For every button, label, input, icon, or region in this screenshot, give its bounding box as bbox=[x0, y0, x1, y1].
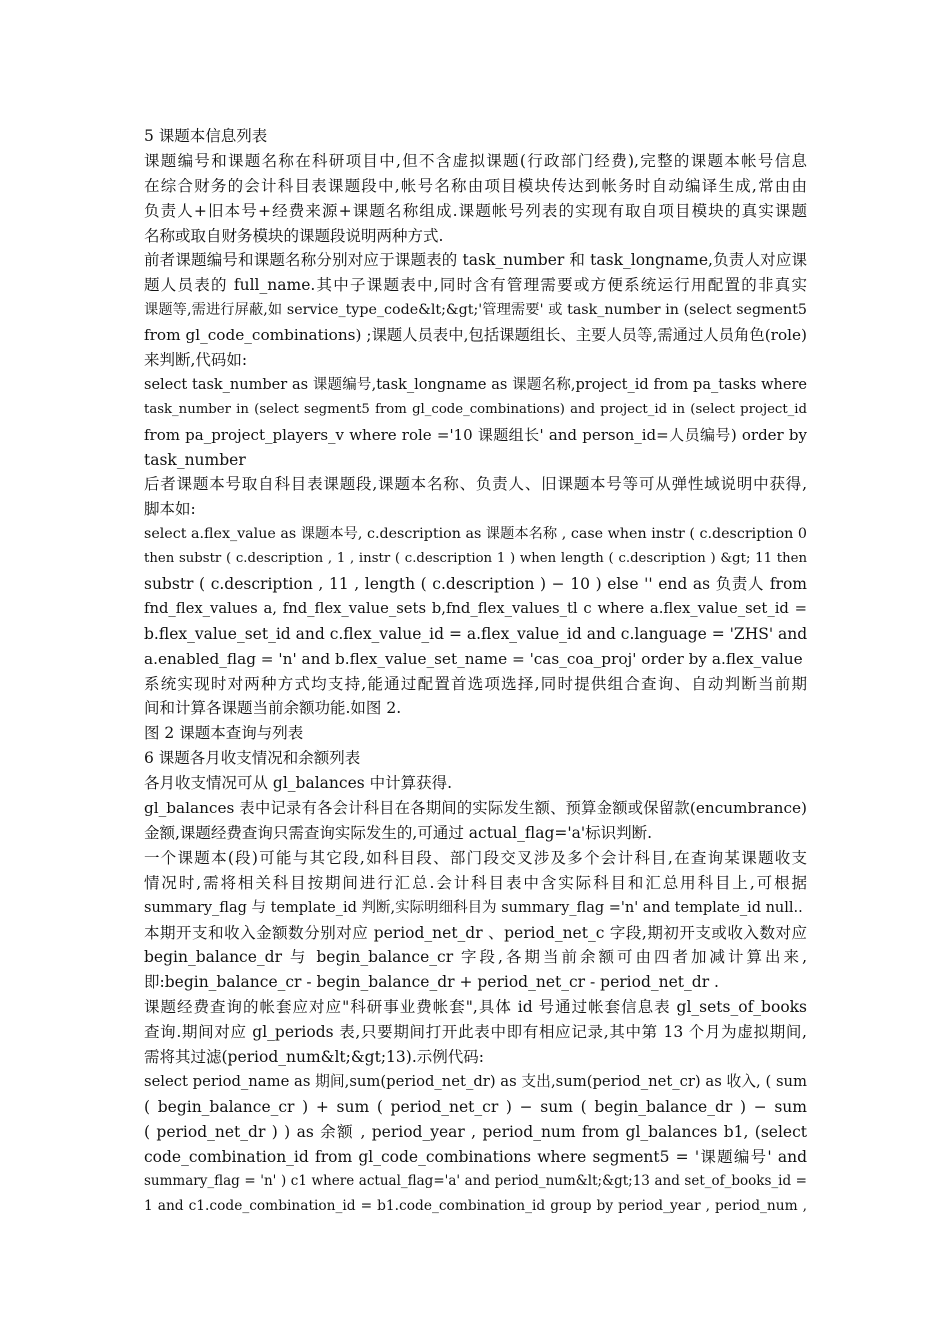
text-line: 在综合财务的会计科目表课题段中,帐号名称由项目模块传达到帐务时自动编译生成,常由由 bbox=[144, 176, 807, 195]
text-line: ( begin_balance_cr ) + sum ( period_net_cr ) − sum ( begin_balance_dr ) − sum bbox=[144, 1097, 807, 1116]
text-line: 5 课题本信息列表 bbox=[144, 127, 268, 145]
text-line: ( period_net_dr ) ) as 余额 , period_year , period_num from gl_balances b1, (select bbox=[144, 1122, 807, 1141]
text-line: b.flex_value_set_id and c.flex_value_id = a.flex_value_id and c.language = 'ZHS' and bbox=[144, 624, 807, 643]
text-line: 课题等,需进行屏蔽,如 service_type_code&lt;&gt;'管理需要' 或 task_number in (select segment5 bbox=[144, 302, 807, 319]
text-line: 1 and c1.code_combination_id = b1.code_combination_id group by period_year , period_num , bbox=[144, 1198, 807, 1215]
text-line: 6 课题各月收支情况和余额列表 bbox=[144, 749, 361, 768]
text-line: 需将其过滤(period_num&lt;&gt;13).示例代码: bbox=[144, 1047, 484, 1066]
text-line: 题人员表的 full_name.其中子课题表中,同时含有管理需要或方便系统运行用配置的非真实 bbox=[144, 276, 807, 295]
document-page bbox=[144, 124, 807, 1219]
text-line: code_combination_id from gl_code_combinations where segment5 = '课题编号' and bbox=[144, 1147, 807, 1166]
text-line: task_number bbox=[144, 450, 246, 469]
text-line: select a.flex_value as 课题本号, c.description as 课题本名称 , case when instr ( c.description 0 bbox=[144, 526, 807, 543]
text-line: 来判断,代码如: bbox=[144, 351, 248, 370]
text-line: 金额,课题经费查询只需查询实际发生的,可通过 actual_flag='a'标识判断. bbox=[144, 823, 653, 842]
text-line: 名称或取自财务模块的课题段说明两种方式. bbox=[144, 226, 444, 245]
text-line: 前者课题编号和课题名称分别对应于课题表的 task_number 和 task_longname,负责人对应课 bbox=[144, 251, 807, 270]
text-line: 即:begin_balance_cr - begin_balance_dr + period_net_cr - period_net_dr . bbox=[144, 973, 719, 992]
text-line: summary_flag 与 template_id 判断,实际明细科目为 summary_flag ='n' and template_id null.. bbox=[144, 899, 803, 916]
text-line: select period_name as 期间,sum(period_net_dr) as 支出,sum(period_net_cr) as 收入, ( sum bbox=[144, 1072, 807, 1090]
text-line: 情况时,需将相关科目按期间进行汇总.会计科目表中含实际科目和汇总用科目上,可根据 bbox=[144, 873, 807, 892]
text-line: then substr ( c.description , 1 , instr ( c.description 1 ) when length ( c.description ) &gt; 11 then bbox=[144, 551, 807, 567]
text-line: gl_balances 表中记录有各会计科目在各期间的实际发生额、预算金额或保留款(encumbrance) bbox=[144, 799, 807, 818]
text-line: substr ( c.description , 11 , length ( c.description ) − 10 ) else '' end as 负责人 from bbox=[144, 575, 807, 594]
text-line: 课题编号和课题名称在科研项目中,但不含虚拟课题(行政部门经费),完整的课题本帐号信息 bbox=[144, 151, 807, 170]
text-line: task_number in (select segment5 from gl_code_combinations) and project_id in (select project_id bbox=[144, 401, 807, 417]
text-line: a.enabled_flag = 'n' and b.flex_value_set_name = 'cas_coa_proj' order by a.flex_value bbox=[144, 649, 803, 668]
text-line: from pa_project_players_v where role ='10 课题组长' and person_id=人员编号) order by bbox=[144, 425, 807, 444]
text-line: 图 2 课题本查询与列表 bbox=[144, 724, 304, 743]
text-line: 各月收支情况可从 gl_balances 中计算获得. bbox=[144, 774, 453, 793]
text-line: fnd_flex_values a, fnd_flex_value_sets b,fnd_flex_values_tl c where a.flex_value_set_id = bbox=[144, 599, 807, 617]
text-line: 一个课题本(段)可能与其它段,如科目段、部门段交叉涉及多个会计科目,在查询某课题收支 bbox=[144, 848, 807, 867]
text-line: 脚本如: bbox=[144, 500, 196, 519]
text-line: 负责人+旧本号+经费来源+课题名称组成.课题帐号列表的实现有取自项目模块的真实课题 bbox=[144, 201, 807, 220]
text-line: 课题经费查询的帐套应对应"科研事业费帐套",具体 id 号通过帐套信息表 gl_sets_of_books bbox=[144, 998, 807, 1017]
text-line: summary_flag = 'n' ) c1 where actual_flag='a' and period_num&lt;&gt;13 and set_of_books_id = bbox=[144, 1173, 807, 1190]
text-line: 本期开支和收入金额数分别对应 period_net_dr 、period_net_c 字段,期初开支或收入数对应 bbox=[144, 923, 807, 942]
text-line: 间和计算各课题当前余额功能.如图 2. bbox=[144, 699, 402, 718]
text-line: from gl_code_combinations) ;课题人员表中,包括课题组长、主要人员等,需通过人员角色(role) bbox=[144, 326, 807, 345]
text-line: 后者课题本号取自科目表课题段,课题本名称、负责人、旧课题本号等可从弹性域说明中获得, bbox=[144, 475, 807, 494]
text-line: 系统实现时对两种方式均支持,能通过配置首选项选择,同时提供组合查询、自动判断当前期 bbox=[144, 674, 807, 693]
text-line: begin_balance_dr 与 begin_balance_cr 字段,各期当前余额可由四者加减计算出来, bbox=[144, 948, 807, 967]
text-line: 查询.期间对应 gl_periods 表,只要期间打开此表中即有相应记录,其中第 13 个月为虚拟期间, bbox=[144, 1023, 807, 1042]
text-line: select task_number as 课题编号,task_longname as 课题名称,project_id from pa_tasks where bbox=[144, 376, 807, 393]
